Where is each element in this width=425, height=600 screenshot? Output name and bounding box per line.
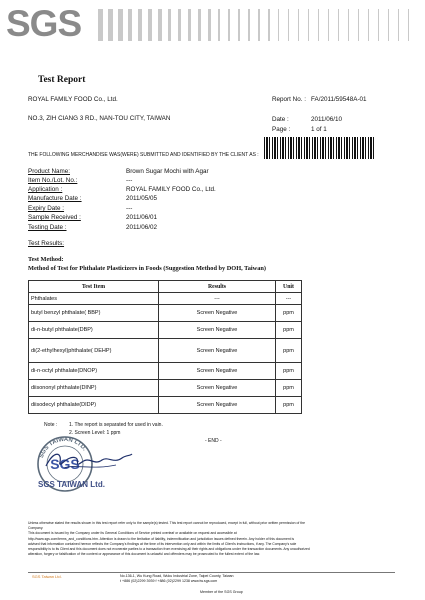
cell-result: Screen Negative xyxy=(159,397,276,414)
field-label-item-no: Item No./Lot. No.: xyxy=(28,177,78,184)
field-value-item-no: --- xyxy=(126,177,133,184)
page-label: Page : xyxy=(272,126,291,133)
disclaimer-line: Company. xyxy=(28,526,44,531)
footer-address: No.136-1, Wu Kung Road, Wuku Industrial Zone, Taipei County, Taiwan xyxy=(120,574,234,578)
note-item-2: 2. Screen Level: 1 ppm xyxy=(69,430,121,436)
cell-item: di-n-octyl phthalate(DNOP) xyxy=(29,363,159,380)
cell-item: diisodecyl phthalate(DIDP) xyxy=(29,397,159,414)
method-heading: Test Method: xyxy=(28,256,64,263)
sgs-logo: SGS xyxy=(6,3,82,44)
cell-result: Screen Negative xyxy=(159,380,276,397)
table-row xyxy=(29,363,302,380)
seal-ring-text: SGS TAIWAN LTD. xyxy=(38,436,88,459)
cell-unit: --- xyxy=(276,293,302,305)
report-no-value: FA/2011/59548A-01 xyxy=(311,96,367,103)
field-value-product-name: Brown Sugar Mochi with Agar xyxy=(126,168,209,175)
intro-statement: THE FOLLOWING MERCHANDISE WAS(WERE) SUBMITTED AND IDENTIFIED BY THE CLIENT AS : xyxy=(28,152,259,158)
note-label: Note : xyxy=(44,422,58,428)
signature-company: SGS TAIWAN Ltd. xyxy=(38,480,105,489)
cell-result: Screen Negative xyxy=(159,305,276,322)
field-label-manufacture-date: Manufacture Date : xyxy=(28,195,82,202)
cell-item: diisononyl phthalate(DINP) xyxy=(29,380,159,397)
table-row xyxy=(29,380,302,397)
handwritten-signature xyxy=(44,448,134,474)
client-address: NO.3, ZIH CIANG 3 RD., NAN-TOU CITY, TAIWAN xyxy=(28,115,171,122)
field-value-manufacture-date: 2011/05/05 xyxy=(126,195,158,202)
end-marker: - END - xyxy=(205,438,222,444)
cell-unit: ppm xyxy=(276,339,302,363)
table-row xyxy=(29,305,302,322)
cell-unit: ppm xyxy=(276,380,302,397)
date-value: 2011/06/10 xyxy=(311,116,343,123)
table-row xyxy=(29,339,302,363)
field-value-sample-received: 2011/06/01 xyxy=(126,214,158,221)
logo-dot-pattern xyxy=(98,9,418,41)
disclaimer-line: responsibility is to its Client and this document does not exonerate parties to a transaction from exercising all their rights and obligations under the transaction documents. Any unauthorized xyxy=(28,547,310,552)
header-logo-band xyxy=(6,5,419,43)
cell-unit: ppm xyxy=(276,397,302,414)
cell-item: Phthalates xyxy=(29,293,159,305)
disclaimer-line: This document is issued by the Company under its General Conditions of Service printed overleaf or available on request and accessible at xyxy=(28,531,237,536)
disclaimer-line: alteration, forgery or falsification of the content or appearance of this document is unlawful and offenders may be prosecuted to the fullest extent of the law. xyxy=(28,552,260,557)
field-label-sample-received: Sample Received : xyxy=(28,214,81,221)
results-heading: Test Results: xyxy=(28,240,65,247)
footer-member: Member of the SGS Group xyxy=(200,590,243,594)
header-unit: Unit xyxy=(276,281,302,293)
disclaimer-block xyxy=(28,521,396,557)
report-title: Test Report xyxy=(38,75,86,85)
cell-unit: ppm xyxy=(276,363,302,380)
disclaimer-line: advised that information contained hereon reflects the Company's findings at the time of its intervention only and within the limits of Client's instructions, if any. The Company's sole xyxy=(28,541,297,546)
cell-result: --- xyxy=(159,293,276,305)
method-text: Method of Test for Phthalate Plasticizers in Foods (Suggestion Method by DOH, Taiwan) xyxy=(28,265,266,272)
cell-result: Screen Negative xyxy=(159,322,276,339)
cell-item: di-n-butyl phthalate(DBP) xyxy=(29,322,159,339)
field-label-expiry-date: Expiry Date : xyxy=(28,205,65,212)
client-name: ROYAL FAMILY FOOD Co., Ltd. xyxy=(28,96,118,103)
seal-center-text: SGS xyxy=(50,456,80,472)
footer-contact: t +886 (02)2299 3939 f +886 (02)2299 1238 www.tw.sgs.com xyxy=(120,579,218,583)
header-test-item: Test Item xyxy=(29,281,159,293)
cell-result: Screen Negative xyxy=(159,339,276,363)
field-value-expiry-date: --- xyxy=(126,205,133,212)
table-row xyxy=(29,322,302,339)
results-table xyxy=(28,280,302,414)
table-row-group xyxy=(29,293,302,305)
barcode xyxy=(264,137,374,159)
table-header-row xyxy=(29,281,302,293)
cell-unit: ppm xyxy=(276,305,302,322)
disclaimer-line: http://www.sgs.com/terms_and_conditions.htm. Attention is drawn to the limitation of liability, indemnification and jurisdiction issues defined therein. Any holder of this document is xyxy=(28,536,295,541)
cell-item: butyl benzyl phthalate( BBP) xyxy=(29,305,159,322)
field-label-application: Application : xyxy=(28,186,63,193)
cell-item: di(2-ethylhexyl)phthalate( DEHP) xyxy=(29,339,159,363)
cell-result: Screen Negative xyxy=(159,363,276,380)
header-results: Results xyxy=(159,281,276,293)
field-label-testing-date: Testing Date : xyxy=(28,224,67,231)
disclaimer-line: Unless otherwise stated the results shown in this test report refer only to the sample(s) tested. This test report cannot be reproduced, except in full, without prior written permission of the xyxy=(28,521,305,525)
field-value-testing-date: 2011/06/02 xyxy=(126,224,158,231)
cell-unit: ppm xyxy=(276,322,302,339)
note-item-1: 1. The report is separated for used in vain. xyxy=(69,422,163,428)
table-row xyxy=(29,397,302,414)
footer-rule xyxy=(28,572,395,573)
report-no-label: Report No. : xyxy=(272,96,306,103)
date-label: Date : xyxy=(272,116,289,123)
field-value-application: ROYAL FAMILY FOOD Co., Ltd. xyxy=(126,186,216,193)
page-value: 1 of 1 xyxy=(311,126,327,133)
footer-company: SGS Taiwan Ltd. xyxy=(32,574,62,579)
field-label-product-name: Product Name: xyxy=(28,168,70,175)
